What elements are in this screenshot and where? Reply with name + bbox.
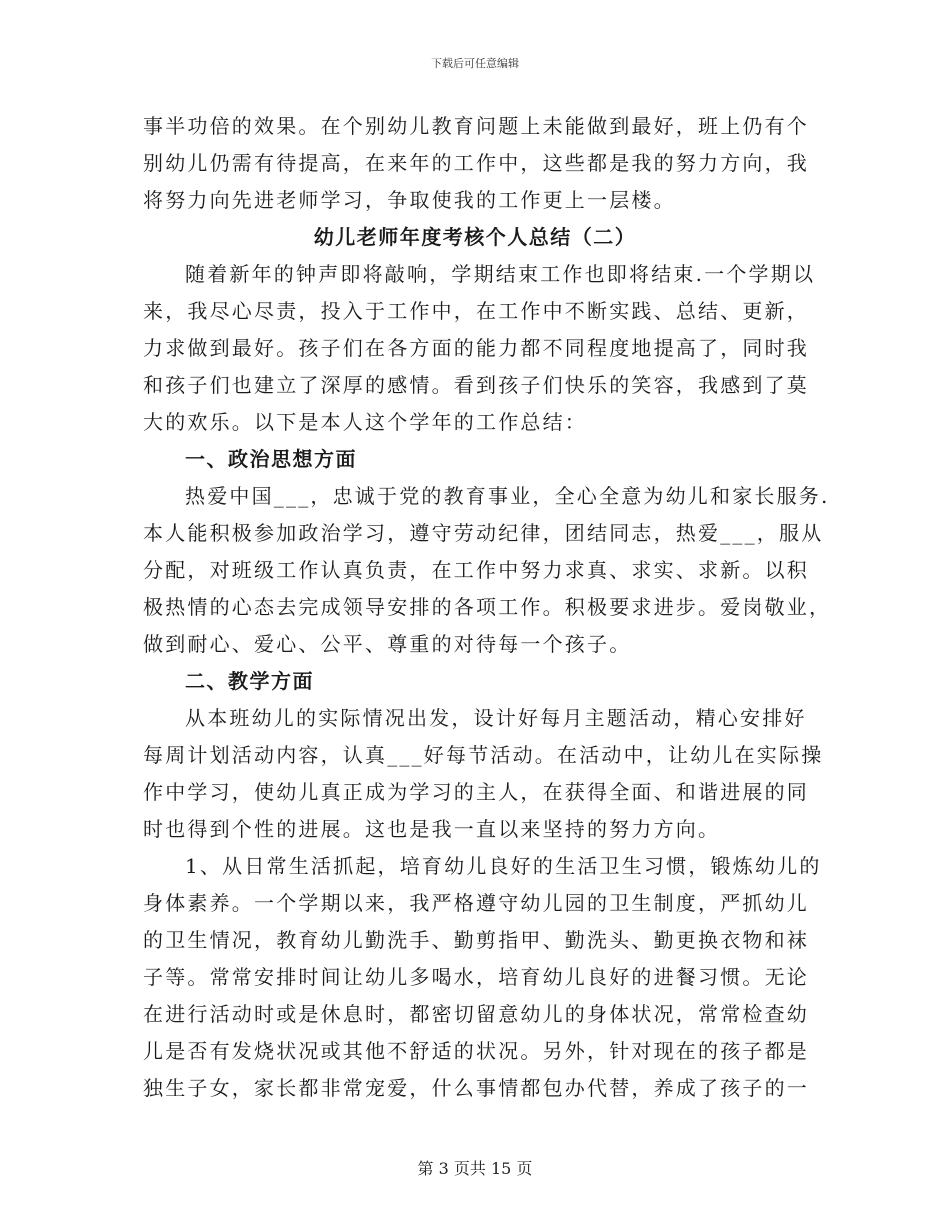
paragraph-line: 每周计划活动内容，认真___好每节活动。在活动中，让幼儿在实际操 <box>143 743 824 767</box>
page-footer: 第 3 页共 15 页 <box>417 1159 533 1178</box>
paragraph-line: 和孩子们也建立了深厚的感情。看到孩子们快乐的笑容，我感到了莫 <box>143 373 809 397</box>
paragraph-line: 儿是否有发烧状况或其他不舒适的状况。另外，针对现在的孩子都是 <box>143 1039 809 1063</box>
paragraph-line: 别幼儿仍需有待提高，在来年的工作中，这些都是我的努力方向，我 <box>143 151 809 175</box>
paragraph-line: 身体素养。一个学期以来，我严格遵守幼儿园的卫生制度，严抓幼儿 <box>143 891 809 915</box>
paragraph-line: 极热情的心态去完成领导安排的各项工作。积极要求进步。爱岗敬业， <box>143 595 832 619</box>
section-title: 幼儿老师年度考核个人总结（二） <box>313 225 637 249</box>
document-body <box>143 108 832 1107</box>
paragraph-line: 在进行活动时或是休息时，都密切留意幼儿的身体状况，常常检查幼 <box>143 1002 809 1026</box>
paragraph-line: 本人能积极参加政治学习，遵守劳动纪律，团结同志，热爱___，服从 <box>143 521 824 545</box>
paragraph-line: 分配，对班级工作认真负责，在工作中努力求真、求实、求新。以积 <box>143 558 809 582</box>
paragraph-line: 力求做到最好。孩子们在各方面的能力都不同程度地提高了，同时我 <box>143 336 809 360</box>
paragraph-line: 作中学习，使幼儿真正成为学习的主人，在获得全面、和谐进展的同 <box>143 780 809 804</box>
paragraph-first-line: 热爱中国___，忠诚于党的教育事业，全心全意为幼儿和家长服务. <box>185 484 830 508</box>
paragraph-first-line: 1、从日常生活抓起，培育幼儿良好的生活卫生习惯，锻炼幼儿的 <box>185 854 822 878</box>
section-heading: 二、教学方面 <box>185 669 314 693</box>
paragraph-line: 的卫生情况，教育幼儿勤洗手、勤剪指甲、勤洗头、勤更换衣物和袜 <box>143 928 809 952</box>
paragraph-line: 子等。常常安排时间让幼儿多喝水，培育幼儿良好的进餐习惯。无论 <box>143 965 809 989</box>
section-heading: 一、政治思想方面 <box>185 447 357 471</box>
paragraph-line: 将努力向先进老师学习，争取使我的工作更上一层楼。 <box>143 188 676 212</box>
paragraph-first-line: 随着新年的钟声即将敲响，学期结束工作也即将结束.一个学期以 <box>185 262 816 286</box>
paragraph-first-line: 从本班幼儿的实际情况出发，设计好每月主题活动，精心安排好 <box>185 706 807 730</box>
paragraph-line: 独生子女，家长都非常宠爱，什么事情都包办代替，养成了孩子的一 <box>143 1076 809 1100</box>
paragraph-line: 做到耐心、爱心、公平、尊重的对待每一个孩子。 <box>143 632 632 656</box>
paragraph-line: 大的欢乐。以下是本人这个学年的工作总结： <box>143 410 587 434</box>
paragraph-line: 时也得到个性的进展。这也是我一直以来坚持的努力方向。 <box>143 817 721 841</box>
paragraph-line: 来，我尽心尽责，投入于工作中，在工作中不断实践、总结、更新， <box>143 299 809 323</box>
paragraph-line: 事半功倍的效果。在个别幼儿教育问题上未能做到最好，班上仍有个 <box>143 114 809 138</box>
page-header: 下载后可任意编辑 <box>431 57 519 70</box>
